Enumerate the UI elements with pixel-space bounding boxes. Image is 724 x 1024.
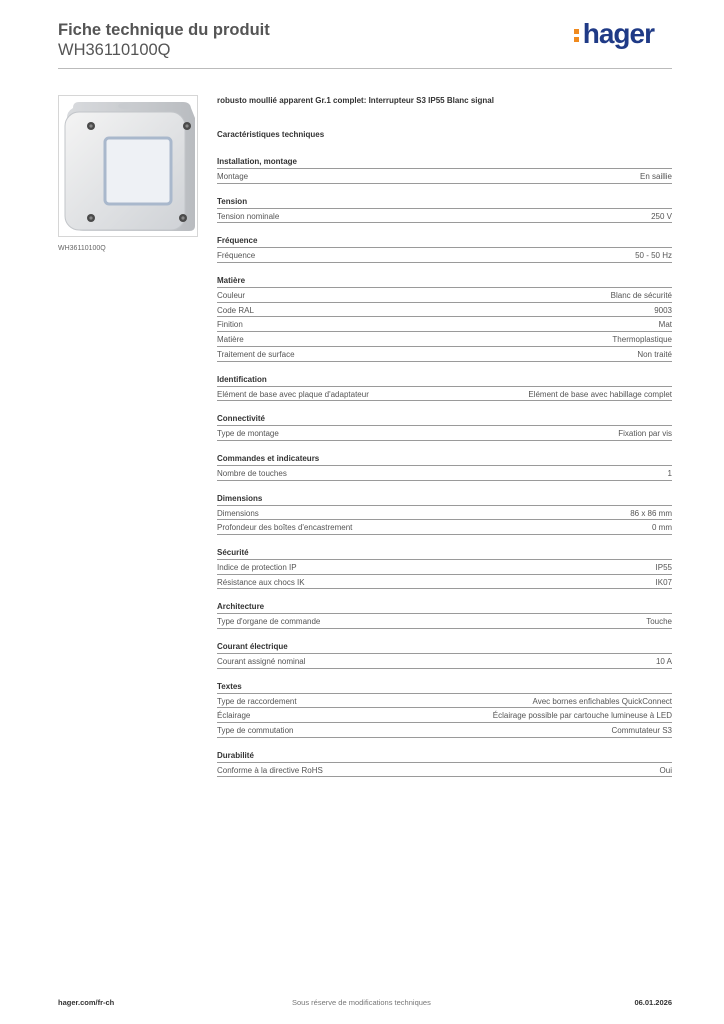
spec-row bbox=[217, 506, 672, 521]
spec-label: Montage bbox=[217, 172, 249, 181]
specs-heading: Caractéristiques techniques bbox=[217, 130, 325, 139]
spec-group bbox=[217, 601, 672, 629]
image-caption: WH36110100Q bbox=[58, 245, 106, 252]
spec-value: IK07 bbox=[655, 577, 672, 587]
spec-value: 0 mm bbox=[652, 523, 672, 533]
spec-label: Dimensions bbox=[217, 508, 259, 518]
spec-value: 250 V bbox=[651, 211, 672, 221]
page-header bbox=[58, 20, 672, 70]
spec-label: Traitement de surface bbox=[217, 349, 295, 359]
spec-label: Éclairage bbox=[217, 711, 251, 721]
spec-row bbox=[217, 614, 672, 629]
spec-value: Non traité bbox=[637, 349, 672, 359]
spec-group-title: Courant électrique bbox=[217, 641, 672, 654]
spec-group-title: Installation, montage bbox=[217, 156, 672, 169]
spec-group bbox=[217, 275, 672, 361]
spec-label: Tension nominale bbox=[217, 211, 280, 221]
spec-value: Mat bbox=[658, 320, 672, 330]
spec-row bbox=[217, 560, 672, 575]
spec-content bbox=[217, 96, 672, 777]
spec-group bbox=[217, 374, 672, 402]
spec-row bbox=[217, 288, 672, 303]
hager-logo bbox=[574, 20, 654, 48]
footer-date: 06.01.2026 bbox=[634, 998, 672, 1007]
spec-value: 50 - 50 Hz bbox=[635, 251, 672, 261]
header-divider bbox=[58, 68, 672, 69]
spec-group-title: Fréquence bbox=[217, 235, 672, 248]
spec-label: Profondeur des boîtes d'encastrement bbox=[217, 523, 353, 533]
spec-value: 10 A bbox=[655, 657, 672, 666]
spec-row bbox=[217, 426, 672, 441]
spec-group bbox=[217, 681, 672, 738]
spec-group bbox=[217, 493, 672, 535]
spec-value: 9003 bbox=[654, 305, 672, 315]
spec-row bbox=[217, 694, 672, 709]
spec-row bbox=[217, 708, 672, 723]
product-name: robusto moullié apparent Gr.1 complet: Interrupteur S3 IP55 Blanc signal bbox=[217, 96, 494, 105]
spec-group bbox=[217, 196, 672, 224]
spec-group-title: Textes bbox=[217, 681, 672, 694]
product-image-frame bbox=[58, 95, 198, 237]
spec-value: En saillie bbox=[639, 172, 672, 181]
spec-group bbox=[217, 156, 672, 184]
spec-row bbox=[217, 209, 672, 224]
spec-row bbox=[217, 763, 672, 778]
spec-label: Conforme à la directive RoHS bbox=[217, 765, 323, 775]
product-image bbox=[59, 96, 197, 236]
spec-row bbox=[217, 248, 672, 263]
spec-label: Fréquence bbox=[217, 251, 256, 261]
spec-label: Couleur bbox=[217, 291, 246, 301]
spec-label: Résistance aux chocs IK bbox=[217, 577, 305, 587]
spec-row bbox=[217, 520, 672, 535]
spec-row bbox=[217, 317, 672, 332]
spec-row bbox=[217, 387, 672, 402]
spec-group bbox=[217, 641, 672, 669]
spec-label: Finition bbox=[217, 320, 243, 330]
spec-label: Indice de protection IP bbox=[217, 562, 297, 572]
spec-value: Blanc de sécurité bbox=[610, 291, 672, 301]
spec-group bbox=[217, 547, 672, 589]
spec-value: 1 bbox=[667, 468, 672, 478]
spec-label: Nombre de touches bbox=[217, 468, 287, 478]
spec-value: 86 x 86 mm bbox=[630, 508, 672, 518]
spec-value: Touche bbox=[646, 617, 672, 627]
spec-value: Thermoplastique bbox=[612, 335, 672, 345]
spec-row bbox=[217, 466, 672, 481]
spec-label: Type de raccordement bbox=[217, 696, 297, 706]
spec-row bbox=[217, 723, 672, 738]
spec-group-title: Identification bbox=[217, 374, 672, 387]
product-reference: WH36110100Q bbox=[58, 41, 171, 59]
spec-group-title: Durabilité bbox=[217, 750, 672, 763]
spec-groups bbox=[217, 156, 672, 777]
spec-label: Type de montage bbox=[217, 429, 279, 439]
spec-group-title: Commandes et indicateurs bbox=[217, 453, 672, 466]
spec-row bbox=[217, 169, 672, 184]
spec-label: Type d'organe de commande bbox=[217, 617, 321, 627]
spec-group-title: Tension bbox=[217, 196, 672, 209]
logo-dots-icon bbox=[574, 23, 580, 43]
spec-value: Elément de base avec habillage complet bbox=[528, 389, 672, 399]
spec-label: Courant assigné nominal bbox=[217, 657, 306, 666]
spec-row bbox=[217, 332, 672, 347]
spec-value: Fixation par vis bbox=[618, 429, 672, 439]
spec-label: Elément de base avec plaque d'adaptateur bbox=[217, 389, 369, 399]
spec-row bbox=[217, 347, 672, 362]
footer-website: hager.com/fr-ch bbox=[58, 998, 115, 1007]
spec-group-title: Connectivité bbox=[217, 413, 672, 426]
page-title: Fiche technique du produit bbox=[58, 21, 270, 39]
spec-label: Code RAL bbox=[217, 305, 254, 315]
spec-row bbox=[217, 303, 672, 318]
spec-value: Commutateur S3 bbox=[611, 726, 672, 736]
spec-group bbox=[217, 413, 672, 441]
spec-group-title: Architecture bbox=[217, 601, 672, 614]
spec-group-title: Sécurité bbox=[217, 547, 672, 560]
spec-group bbox=[217, 235, 672, 263]
logo-text: hager bbox=[582, 18, 654, 49]
spec-label: Matière bbox=[217, 335, 244, 345]
spec-group-title: Matière bbox=[217, 275, 672, 288]
spec-value: Avec bornes enfichables QuickConnect bbox=[532, 696, 672, 706]
spec-group-title: Dimensions bbox=[217, 493, 672, 506]
footer-disclaimer: Sous réserve de modifications techniques bbox=[292, 998, 431, 1007]
spec-group bbox=[217, 453, 672, 481]
spec-row bbox=[217, 654, 672, 669]
spec-value: IP55 bbox=[655, 562, 672, 572]
spec-group bbox=[217, 750, 672, 778]
spec-label: Type de commutation bbox=[217, 726, 294, 736]
spec-value: Oui bbox=[659, 765, 672, 775]
spec-value: Éclairage possible par cartouche lumineuse à LED bbox=[492, 711, 672, 721]
spec-row bbox=[217, 575, 672, 590]
